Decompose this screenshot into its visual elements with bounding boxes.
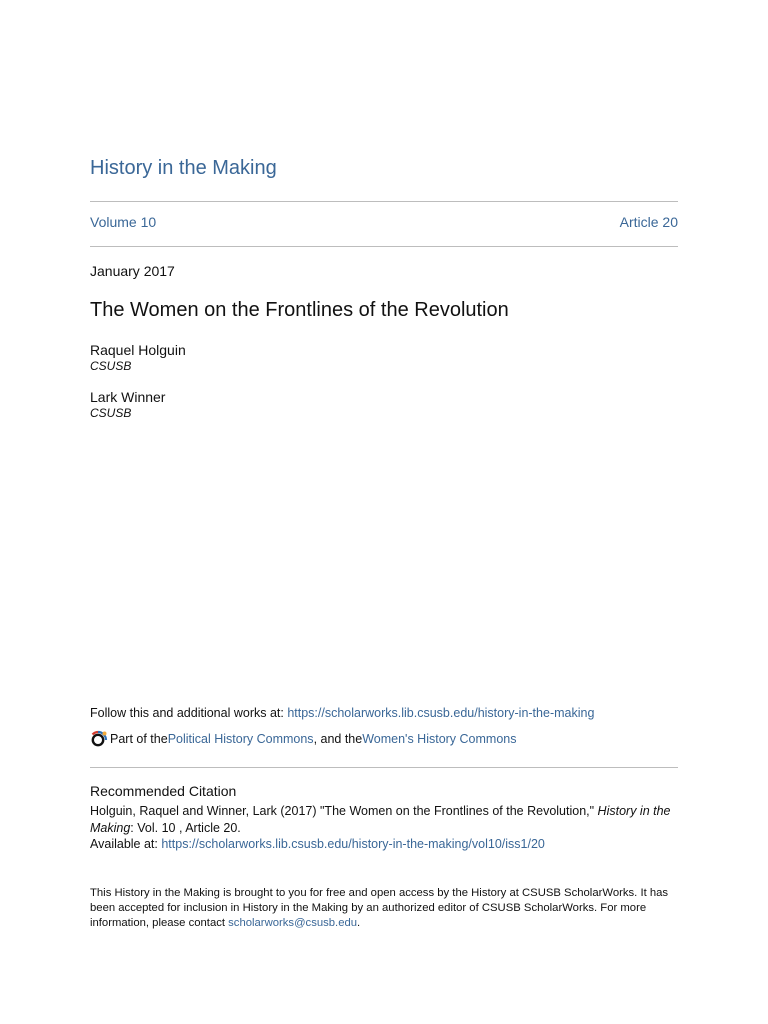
publication-date: January 2017 [90,263,175,279]
available-prefix: Available at: [90,837,162,851]
author-name: Raquel Holguin [90,342,186,358]
follow-line [90,706,594,720]
author-1 [90,342,186,373]
notice-end: . [357,917,361,929]
political-history-commons-link[interactable]: Political History Commons [167,732,314,746]
citation-available [90,837,545,851]
citation-end: : Vol. 10 , Article 20. [130,821,241,835]
divider-bottom [90,767,678,768]
author-affiliation: CSUSB [90,406,132,420]
journal-title[interactable]: History in the Making [90,157,277,179]
article-link[interactable]: Article 20 [619,214,678,230]
divider-middle [90,246,678,247]
paper-title: The Women on the Frontlines of the Revolution [90,299,509,321]
citation-main: Holguin, Raquel and Winner, Lark (2017) "The Women on the Frontlines of the Revolution," [90,804,598,818]
collection-url-link[interactable]: https://scholarworks.lib.csusb.edu/history-in-the-making [287,706,595,720]
follow-prefix: Follow this and additional works at: [90,706,288,720]
author-affiliation: CSUSB [90,359,132,373]
access-notice [90,886,678,931]
womens-history-commons-link[interactable]: Women's History Commons [362,732,517,746]
part-of-middle: , and the [313,732,363,746]
contact-email-link[interactable]: scholarworks@csusb.edu [228,917,358,929]
citation-journal: History in the Making [90,804,671,835]
part-of-line [90,730,517,748]
author-name: Lark Winner [90,389,166,405]
divider-top [90,201,678,202]
part-of-prefix: Part of the [110,732,168,746]
volume-link[interactable]: Volume 10 [90,214,157,230]
article-url-link[interactable]: https://scholarworks.lib.csusb.edu/history-in-the-making/vol10/iss1/20 [161,837,545,851]
citation-heading: Recommended Citation [90,783,237,799]
citation-text [90,803,678,837]
bepress-network-icon [90,730,108,748]
author-2 [90,389,165,420]
notice-text: This History in the Making is brought to you for free and open access by the History at CSUSB ScholarWorks. It has been accepted for inclusion in History in the Making by an authorized editor of CSUSB ScholarWorks. For more information, please contact [90,887,669,929]
